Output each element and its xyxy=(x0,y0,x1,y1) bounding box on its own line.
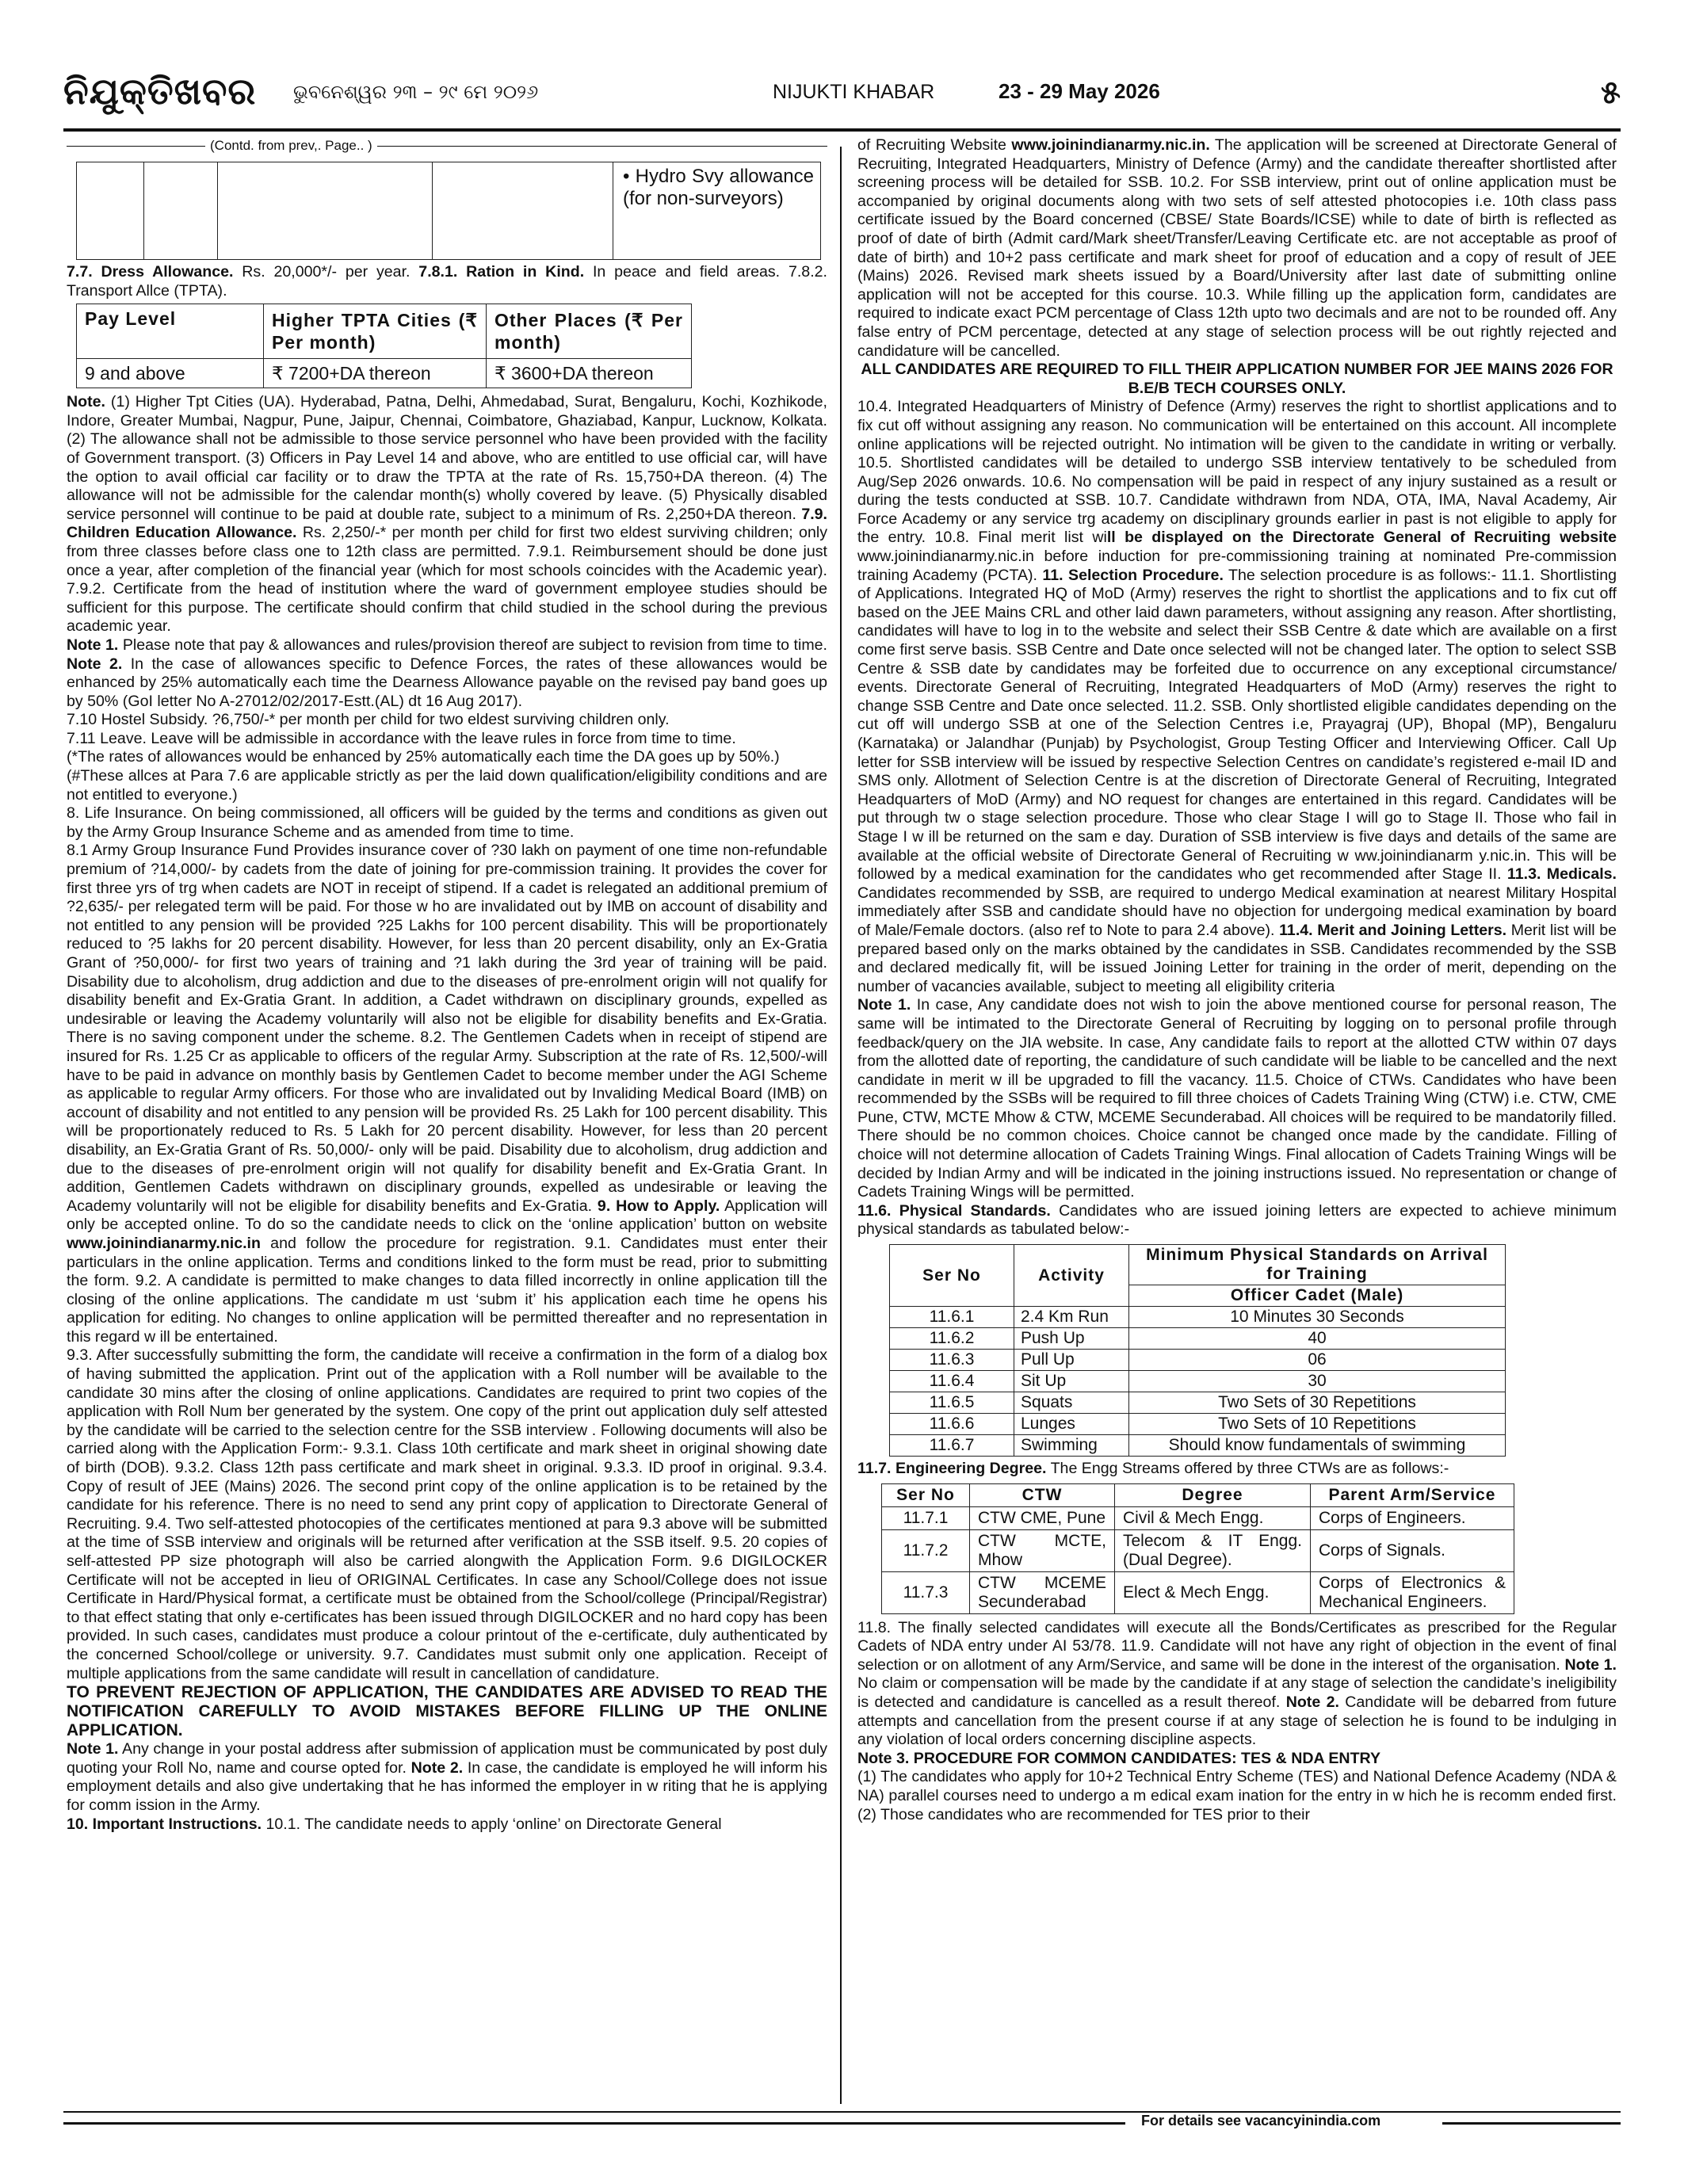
table-cell: 40 xyxy=(1129,1328,1506,1350)
table-cell: Corps of Signals. xyxy=(1311,1529,1514,1571)
para-heading: 11.7. Engineering Degree. xyxy=(857,1460,1047,1478)
para-text: 10.4. Integrated Headquarters of Ministry of Defence (Army) reserves the right to shortlist applications and to fix cut off without assigning any reason. No communication will be entertained on this account. All incomplete online applications will be rejected outright. No intimation will be given to the candidate in writing or verbally. 10.5. Shortlisted candidates will be detailed to undergo SSB interview tentatively to be scheduled from Aug/Sep 2026 onwards. 10.6. No compensation will be paid in respect of any injury sustained as a result or during the tests conducted at SSB. 10.7. Candidate withdrawn from NDA, OTA, IMA, Naval Academy, Air Force Academy or any service trg academy on disciplinary grounds earlier in past is not eligible to apply for the entry. 10.8. Final merit list wi xyxy=(857,398,1617,547)
th-ser-no: Ser No xyxy=(890,1245,1014,1307)
para-text: www.joinindianarmy.nic.in before induction for pre-commissioning training at nominated Pre-commission training Academy (PCTA). xyxy=(857,548,1617,584)
note-label: Note 1. xyxy=(67,636,119,654)
th-ctw: CTW xyxy=(970,1483,1115,1506)
note-pay-revision xyxy=(67,636,827,711)
para-heading: 9. How to Apply. xyxy=(597,1197,720,1215)
para-10-1-cont xyxy=(857,136,1617,361)
allowance-table-tail xyxy=(76,162,821,260)
para-text: In case, the candidate is employed he will inform his employment details and also give undertaking that he has informed the employer in w riting that he is applying for comm ission in the Army. xyxy=(67,1758,828,1814)
footer-rule xyxy=(1442,2122,1621,2125)
th-higher-cities: Higher TPTA Cities (₹ Per month) xyxy=(264,304,487,359)
jee-caps-notice: ALL CANDIDATES ARE REQUIRED TO FILL THEIR APPLICATION NUMBER FOR JEE MAINS 2026 FOR B.E/B TECH COURSES ONLY. xyxy=(861,361,1613,397)
continued-rule xyxy=(67,146,827,147)
para-heading: 11. Selection Procedure. xyxy=(1042,566,1224,584)
table-row xyxy=(890,1435,1506,1457)
para-text: In case, Any candidate does not wish to join the above mentioned course for personal reason, The same will be intimated to the Directorate General of Recruiting by logging on to personal profile through feedback/query on the JIA website. In case, Any candidate fails to report at the allotted CTW within 07 days from the allotted date of reporting, the candidature of such candidate will be liable to be cancelled and the next candidate in merit w ill be upgraded to fill the vacancy. 11.5. Choice of CTWs. Candidates who have been recommended by the SSBs will be required to fill three choices of Cadets Training Wing (CTW) i.e. CTW, CME Pune, CTW, MCTE Mhow & CTW, MCEME Secunderabad. All choices will be required to be mandatorily filled. There should be no common choices. Choice cannot be changed once made by the candidate. Filling of choice will not determine allocation of Cadets Training Wings. Final allocation of Cadets Training Wings will be decided by Indian Army and will be indicated in the joining instructions issued. No representation or change of Cadets Training Wings will be permitted. xyxy=(857,996,1617,1201)
table-row xyxy=(882,1506,1514,1529)
page-number: ୫ xyxy=(1601,74,1621,111)
table-cell: Telecom & IT Engg. (Dual Degree). xyxy=(1115,1529,1311,1571)
table-cell: 11.6.4 xyxy=(890,1371,1014,1392)
hydro-allowance-cell: • Hydro Svy allowance (for non-surveyors) xyxy=(613,162,821,260)
para-heading: 7.7. Dress Allowance. xyxy=(67,263,234,281)
table-cell: ₹ 7200+DA thereon xyxy=(264,359,487,388)
table-cell: Push Up xyxy=(1014,1328,1129,1350)
para-text: 11.8. The finally selected candidates will execute all the Bonds/Certificates as prescribed for the Regular Cadets of NDA entry under AI 53/78. 11.9. Candidate will not have any right of objection in the event of final selection or on allotment of any Arm/Service, and same will be done in the interest of the organisation. xyxy=(857,1618,1617,1674)
tpta-table xyxy=(76,304,692,388)
table-cell: 10 Minutes 30 Seconds xyxy=(1129,1307,1506,1328)
para-text: Please note that pay & allowances and rules/provision thereof are subject to revision from time to time. xyxy=(118,636,827,654)
para-text: Candidates recommended by SSB, are required to undergo Medical examination at nearest Military Hospital immediately after SSB and candidate should have no objection for undergoing medical examination by board of Male/Female doctors. (also ref to Note to para 2.4 above). xyxy=(857,884,1617,939)
table-cell xyxy=(433,162,613,260)
para-text: 10.1. The candidate needs to apply ‘online’ on Directorate General xyxy=(262,1815,722,1833)
table-cell xyxy=(144,162,218,260)
table-cell: Swimming xyxy=(1014,1435,1129,1457)
table-cell: ₹ 3600+DA thereon xyxy=(487,359,692,388)
table-cell: Civil & Mech Engg. xyxy=(1115,1506,1311,1529)
para-7-11: 7.11 Leave. Leave will be admissible in accordance with the leave rules in force from time to time. xyxy=(67,729,736,747)
table-cell: Two Sets of 30 Repetitions xyxy=(1129,1392,1506,1414)
edition-date: 23 - 29 May 2026 xyxy=(999,79,1160,103)
table-cell: Lunges xyxy=(1014,1414,1129,1435)
para-text: Any change in your postal address after submission of application must be communicated by post duly quoting your Roll No, name and course opted for. xyxy=(67,1740,827,1777)
para-heading: 11.6. Physical Standards. xyxy=(857,1201,1051,1220)
para-10 xyxy=(67,1816,827,1835)
table-cell: 11.7.2 xyxy=(882,1529,970,1571)
th-ser-no: Ser No xyxy=(882,1483,970,1506)
table-cell: 9 and above xyxy=(77,359,264,388)
para-11-8 xyxy=(857,1619,1617,1750)
website-link[interactable]: www.joinindianarmy.nic.in xyxy=(67,1234,261,1252)
table-cell: Pull Up xyxy=(1014,1350,1129,1371)
continued-banner xyxy=(67,136,827,157)
table-cell: Two Sets of 10 Repetitions xyxy=(1129,1414,1506,1435)
para-7-7 xyxy=(67,263,827,300)
engineering-degree-table xyxy=(881,1483,1514,1614)
th-degree: Degree xyxy=(1115,1483,1311,1506)
table-cell: Elect & Mech Engg. xyxy=(1115,1571,1311,1613)
th-min-standards: Minimum Physical Standards on Arrival for Training xyxy=(1129,1245,1506,1285)
para-heading: 11.4. Merit and Joining Letters. xyxy=(1279,921,1507,939)
table-row xyxy=(890,1350,1506,1371)
table-row xyxy=(890,1328,1506,1350)
newspaper-logo: ନିଯୁକ୍ତିଖବର xyxy=(63,70,257,113)
para-text: 8.1 Army Group Insurance Fund Provides insurance cover of ?30 lakh on payment of one time non-refundable premium of ?14,000/- by cadets from the date of joining for pre-commission training. It provides the cover for first three yrs of trg when cadets are NOT in receipt of stipend. If a cadet is relegated an additional premium of ?2,635/- per relegated term will be paid. For those w ho are invalidated out by IMB on account of disability and not entitled to any pension will be provided ?25 Lakhs for 100 percent disability. This will be proportionately reduced to ?5 lakhs for 20 percent disability. However, for less than 20 percent disability, only an Ex-Gratia Grant of ?50,000/- for first two years of training and ?1 lakh during the 3rd year of training will be paid. Disability due to alcoholism, drug addiction and due to the diseases of pre-enrolment origin will not qualify for disability benefit and Ex-Gratia Grant. In addition, a Cadet withdrawn on disciplinary grounds, expelled as undesirable or leaving the Academy voluntarily will also not be eligible for disability benefits and Ex-Gratia. There is no saving component under the scheme. 8.2. The Gentlemen Cadets when in receipt of stipend are insured for Rs. 1.25 Cr as applicable to officers of the regular Army. Subscription at the rate of Rs. 12,500/-will have to be paid in advance on monthly basis by Gentlemen Cadet to become member under the AGI Scheme as applicable to regular Army officers. For those who are invalidated out by Invaliding Medical Board (IMB) on account of disability and not entitled to any pension will be provided Rs. 25 Lakh for 100 percent disability. This will be proportionately reduced to Rs. 5 Lakh for 20 percent disability. However, for less than 20 percent disability, an Ex-Gratia Grant of Rs. 50,000/- only will be paid. Disability due to alcoholism, drug addiction and due to the diseases of pre-enrolment origin will not qualify for disability benefit and Ex-Gratia Grant. In addition, Gentlemen Cadets withdrawn on disciplinary grounds, expelled as undesirable or leaving the Academy voluntarily will not be eligible for disability benefits and Ex-Gratia. xyxy=(67,842,827,1215)
th-activity: Activity xyxy=(1014,1245,1129,1307)
th-officer-cadet: Officer Cadet (Male) xyxy=(1129,1285,1506,1307)
para-text: (1) Higher Tpt Cities (UA). Hyderabad, Patna, Delhi, Ahmedabad, Surat, Bengaluru, Kochi, Kozhikode, Indore, Greater Mumbai, Nagpur, Pune, Jaipur, Chennai, Coimbatore, Ghaziabad, Kanpur, Lucknow, Kolkata. (2) The allowance shall not be admissible to those service personnel who have been provided with the facility of Government transport. (3) Officers in Pay Level 14 and above, who are entitled to use official car, will have the option to avail official car facility or to draw the TPTA at the rate of Rs. 15,750+DA thereon. (4) The allowance will not be admissible for the calendar month(s) wholly covered by leave. (5) Physically disabled service personnel will continue to be paid at double rate, subject to a minimum of Rs. 2,250+DA thereon. xyxy=(67,393,827,523)
table-cell: Squats xyxy=(1014,1392,1129,1414)
warning-caps: TO PREVENT REJECTION OF APPLICATION, THE CANDIDATES ARE ADVISED TO READ THE NOTIFICATION CAREFULLY TO AVOID MISTAKES BEFORE FILLING UP THE ONLINE APPLICATION. xyxy=(67,1683,827,1740)
table-cell: CTW MCEME Secunderabad xyxy=(970,1571,1115,1613)
table-cell: 2.4 Km Run xyxy=(1014,1307,1129,1328)
page-footer xyxy=(63,2111,1621,2135)
table-row xyxy=(882,1571,1514,1613)
th-other-places: Other Places (₹ Per month) xyxy=(487,304,692,359)
para-heading: 7.9. Children Education Allowance. xyxy=(67,505,827,542)
table-header-row xyxy=(882,1483,1514,1506)
table-cell: 06 xyxy=(1129,1350,1506,1371)
note-label: Note 1. xyxy=(67,1740,119,1758)
table-cell: 30 xyxy=(1129,1371,1506,1392)
para-text: and follow the procedure for registration. 9.1. Candidates must enter their particulars in the online application. Terms and conditions linked to the form must be read, prior to submitting the form. 9.2. A candidate is permitted to make changes to data filled incorrectly in online application till the closing of the online applications. The candidate m ust ‘subm it’ his application each time he opens his application for editing. No changes to online application will be permitted thereafter and no representation in this regard w ill be entertained. xyxy=(67,1234,827,1346)
footer-rule xyxy=(63,2111,1621,2113)
para-text: Merit list will be prepared based only on the marks obtained by the candidates in SSB. Candidates recommended by the SSB and declared medically fit, will be issued Joining Letter for training in the order of merit, depending on the number of vacancies available, subject to meeting all eligibility criteria xyxy=(857,921,1617,995)
table-row xyxy=(890,1392,1506,1414)
para-heading: ll be displayed on the Directorate General of Recruiting website xyxy=(1106,529,1617,547)
table-cell: Corps of Electronics & Mechanical Engineers. xyxy=(1311,1571,1514,1613)
note-label: Note 2. xyxy=(67,655,123,673)
para-text: Rs. 20,000*/- per year. xyxy=(233,263,419,281)
para-star-note: (*The rates of allowances would be enhanced by 25% automatically each time the DA goes up by 50%.) xyxy=(67,748,780,766)
table-header-row xyxy=(77,304,692,359)
note-label: Note. xyxy=(67,393,105,411)
header-rule xyxy=(63,128,1621,132)
table-row xyxy=(77,162,821,260)
para-11-7 xyxy=(857,1460,1617,1479)
note-3-heading: Note 3. PROCEDURE FOR COMMON CANDIDATES: TES & NDA ENTRY xyxy=(857,1749,1381,1767)
para-8: 8. Life Insurance. On being commissioned, all officers will be guided by the terms and conditions as given out by the Army Group Insurance Scheme and as amended from time to time. xyxy=(67,804,827,841)
para-text: In peace and field areas. 7.8.2. Transport Allce (TPTA). xyxy=(67,263,827,300)
th-parent-arm: Parent Arm/Service xyxy=(1311,1483,1514,1506)
para-10-4 xyxy=(857,398,1617,996)
table-row xyxy=(882,1529,1514,1571)
odia-date: ଭୁବନେଶ୍ୱର ୨୩ – ୨୯ ମେ ୨୦୨୬ xyxy=(293,81,539,103)
table-row xyxy=(890,1307,1506,1328)
table-cell: 11.6.2 xyxy=(890,1328,1014,1350)
para-8-1 xyxy=(67,842,827,1346)
note-tpt-cities xyxy=(67,393,827,636)
note-not-joining xyxy=(857,996,1617,1202)
para-text: of Recruiting Website xyxy=(857,136,1012,154)
table-header-row xyxy=(890,1245,1506,1285)
para-7-10: 7.10 Hostel Subsidy. ?6,750/-* per month per child for two eldest surviving children only. xyxy=(67,711,670,729)
footer-details-link[interactable]: For details see vacancyinindia.com xyxy=(1141,2113,1381,2129)
table-cell xyxy=(77,162,144,260)
footer-rule xyxy=(63,2122,1125,2125)
para-text: In the case of allowances specific to Defence Forces, the rates of these allowances would be enhanced by 25% automatically each time the Dearness Allowance payable on the revised pay band goes up by 50% (GoI letter No A-27012/02/2017-Estt.(AL) dt 16 Aug 2017). xyxy=(67,655,827,710)
th-pay-level: Pay Level xyxy=(77,304,264,359)
table-cell: Should know fundamentals of swimming xyxy=(1129,1435,1506,1457)
para-text: The application will be screened at Directorate General of Recruiting, Integrated Headquarters, Ministry of Defence (Army) and the candidate thereafter shortlisted after screening process will be detailed for SSB. 10.2. For SSB interview, print out of online application must be accompanied by original documents along with two sets of self attested photocopies i.e. 10th class pass certificate issued by the Board concerned (CBSE/ State Boards/ICSE) while to date of birth is reflected as proof of date of birth (Admit card/Mark sheet/Transfer/Leaving Certificate etc. are not acceptable as proof of date of birth) and 10+2 pass certificate and mark sheet for proof of education and a copy of result of JEE (Mains) 2026. Revised mark sheets issued by a Board/University after last date of submitting online application will not be accepted for this course. 10.3. While filling up the application form, candidates are required to indicate exact PCM percentage of Class 12th upto two decimals and are not to be rounded off. Any false entry of PCM percentage, detected at any stage of selection process will be out rightly rejected and candidature will be cancelled. xyxy=(857,136,1617,360)
physical-standards-table xyxy=(889,1244,1506,1457)
para-common-candidates: (1) The candidates who apply for 10+2 Technical Entry Scheme (TES) and National Defence Academy (NDA & NA) parallel courses need to undergo a m edical exam ination for the entry in w hich he is recomm ended first. (2) Those candidates who are recommended for TES prior to their xyxy=(857,1768,1617,1823)
table-cell: 11.7.3 xyxy=(882,1571,970,1613)
note-address-change xyxy=(67,1740,827,1815)
table-cell xyxy=(218,162,433,260)
table-cell: 11.6.5 xyxy=(890,1392,1014,1414)
note-label: Note 1. xyxy=(857,996,911,1014)
para-text: The Engg Streams offered by three CTWs are as follows:- xyxy=(1046,1460,1449,1478)
table-cell: CTW MCTE, Mhow xyxy=(970,1529,1115,1571)
para-text: The selection procedure is as follows:- 11.1. Shortlisting of Applications. Integrated HQ of MoD (Army) reserves the right to shortlist the applications and to fix cut off based on the JEE Mains CRL and other laid dawn parameters, without assigning any reason. After shortlisting, candidates will have to log in to the website and select their SSB Centre & date which are available on a first come first serve basis. SSB Centre and Date once selected will not be changed later. The option to select SSB Centre & SSB date by candidates may be forfeited due to occurrence on any exceptional circumstance/ events. Directorate General of Recruiting, Integrated Headquarters of MoD (Army) reserves the right to change SSB Centre and Date once selected. 11.2. SSB. Only shortlisted eligible candidates depending on the cut off will undergo SSB at one of the Selection Centres i.e, Prayagraj (UP), Bhopal (MP), Bengaluru (Karnataka) or Jalandhar (Punjab) by Psychologist, Group Testing Officer and Interviewing Officer. Call Up letter for SSB interview will be issued by respective Selection Centres on candidate’s registered e-mail ID and SMS only. Allotment of Selection Centre is at the discretion of Directorate General of Recruiting, Integrated Headquarters of MoD (Army) and NO request for changes are entertained in this regard. Candidates will be put through tw o stage selection procedure. Those who clear Stage I will go to Stage II. Those who fail in Stage I w ill be returned on the sam e day. Duration of SSB interview is five days and details of the same are available at the official website of Directorate General of Recruiting w ww.joinindianarm y.nic.in. This will be followed by a medical examination for the candidates who get recommended after Stage II. xyxy=(857,566,1617,884)
para-hash-note: (#These allces at Para 7.6 are applicable strictly as per the laid down qualification/eligibility conditions and are not entitled to everyone.) xyxy=(67,767,827,804)
table-cell: 11.6.3 xyxy=(890,1350,1014,1371)
para-9-3: 9.3. After successfully submitting the form, the candidate will receive a confirmation in the form of a dialog box of having submitted the application. Print out of the application with a Roll number will be available to the candidate 30 mins after the closing of online applications. Candidates are required to print two copies of the application with Roll Num ber generated by the system. One copy of the print out application duly self attested by the candidate will be carried to the selection centre for the SSB interview . Following documents will also be carried along with the Application Form:- 9.3.1. Class 10th certificate and mark sheet in original showing date of birth (DOB). 9.3.2. Class 12th pass certificate and mark sheet in original. 9.3.3. ID proof in original. 9.3.4. Copy of result of JEE (Mains) 2026. The second print copy of the online application is to be retained by the candidate for his reference. There is no need to send any print copy of application to Directorate General of Recruiting. 9.4. Two self-attested photocopies of the certificates mentioned at para 9.3 above will be submitted at the time of SSB interview and originals will be returned after verification at the SSB itself. 9.5. 20 copies of self-attested PP size photograph will also be carried alongwith the Application Form. 9.6 DIGILOCKER Certificate will not be accepted in lieu of ORIGINAL Certificates. In case any School/College does not issue Certificate in Hard/Physical format, a certificate must be obtained from the School/college (Principal/Registrar) to that effect stating that only e-certificates has been issued through DIGILOCKER and no hard copy has been provided. In such cases, candidates must produce a colour printout of the e-certificate, duly authenticated by the concerned School/college or university. 9.7. Candidates must submit only one application. Receipt of multiple applications from the same candidate will result in cancellation of candidature. xyxy=(67,1346,827,1682)
paper-name: NIJUKTI KHABAR xyxy=(773,81,935,103)
right-column xyxy=(857,136,1617,1824)
para-text: Application will only be accepted online. To do so the candidate needs to click on the ‘online application’ button on website xyxy=(67,1197,828,1234)
para-heading: 7.8.1. Ration in Kind. xyxy=(418,263,585,281)
table-row xyxy=(890,1371,1506,1392)
para-heading: 11.3. Medicals. xyxy=(1506,865,1617,884)
masthead xyxy=(63,70,1621,125)
table-row xyxy=(77,359,692,388)
table-cell: Sit Up xyxy=(1014,1371,1129,1392)
para-heading: 10. Important Instructions. xyxy=(67,1815,262,1833)
para-text: Rs. 2,250/-* per month per child for first two eldest surviving children; only from three classes before class one to 12th class are permitted. 7.9.1. Reimbursement should be done just once a year, after completion of the financial year (which for most schools coincides with the Academic year). 7.9.2. Certificate from the head of institution where the ward of government employee studies should be sufficient for this purpose. The certificate should confirm that child studied in the school during the previous academic year. xyxy=(67,524,827,636)
table-cell: 11.7.1 xyxy=(882,1506,970,1529)
table-cell: 11.6.6 xyxy=(890,1414,1014,1435)
note-label: Note 1. xyxy=(1564,1655,1617,1674)
note-label: Note 2. xyxy=(410,1758,464,1777)
note-label: Note 2. xyxy=(1285,1693,1339,1711)
table-cell: CTW CME, Pune xyxy=(970,1506,1115,1529)
table-cell: Corps of Engineers. xyxy=(1311,1506,1514,1529)
para-text: Candidate will be debarred from future attempts and cancellation from the present course if at any stage of selection he is found to be indulging in any violation of local orders concerning discipline aspects. xyxy=(857,1693,1617,1749)
para-text: Candidates who are issued joining letters are expected to achieve minimum physical standards as tabulated below:- xyxy=(857,1201,1617,1239)
left-column xyxy=(67,136,827,1834)
table-cell: 11.6.7 xyxy=(890,1435,1014,1457)
continued-label: (Contd. from prev,. Page.. ) xyxy=(205,136,377,155)
website-link[interactable]: www.joinindianarmy.nic.in. xyxy=(1011,136,1210,154)
table-row xyxy=(890,1414,1506,1435)
table-cell: 11.6.1 xyxy=(890,1307,1014,1328)
column-divider xyxy=(840,147,842,2104)
para-text: No claim or compensation will be made by the candidate if at any stage of selection the candidate’s ineligibility is detected and candidature is cancelled as a result thereof. xyxy=(857,1674,1617,1711)
para-11-6 xyxy=(857,1202,1617,1239)
